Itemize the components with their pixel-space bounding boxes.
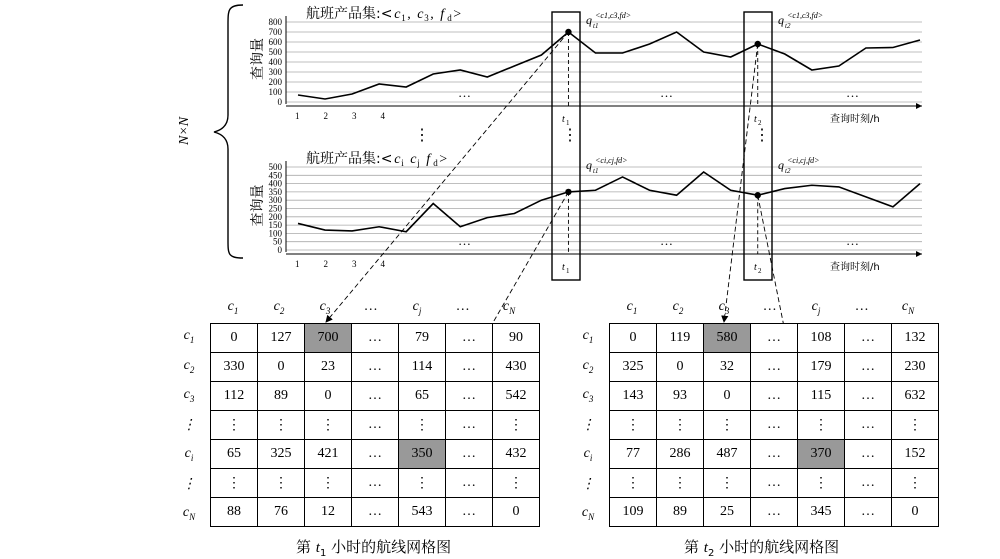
right-grid-row-header: $c_1$ — [582, 328, 594, 345]
left-grid-row-header: ⋮ — [182, 476, 196, 492]
matrix-cell: … — [352, 382, 399, 411]
matrix-cell: 700 — [305, 324, 352, 353]
bottom-chart-series-line — [298, 172, 920, 232]
bottom-chart-ytick: 500 — [268, 162, 282, 172]
matrix-cell: 127 — [258, 324, 305, 353]
top-chart-ytick: 0 — [277, 97, 282, 107]
matrix-cell: 430 — [493, 353, 540, 382]
matrix-cell: 421 — [305, 440, 352, 469]
bottom-chart-ytick: 450 — [268, 170, 282, 181]
table-row — [211, 353, 540, 382]
matrix-cell: 132 — [892, 324, 939, 353]
matrix-cell: 32 — [704, 353, 751, 382]
right-grid-row-header: $c_2$ — [582, 357, 594, 375]
matrix-cell: ⋮ — [399, 469, 446, 498]
matrix-cell: 0 — [211, 324, 258, 353]
top-chart-q1-label: q — [586, 13, 592, 27]
matrix-cell: … — [352, 353, 399, 382]
matrix-cell: … — [446, 469, 493, 498]
table-row — [610, 440, 939, 469]
matrix-cell: … — [446, 411, 493, 440]
bottom-chart-xlabel: 查询时刻/h — [830, 262, 880, 273]
table-row — [610, 353, 939, 382]
matrix-cell: 286 — [657, 440, 704, 469]
bottom-chart-q1-sup: <ci,cj,fd> — [595, 156, 628, 165]
matrix-cell: … — [751, 411, 798, 440]
matrix-cell: … — [845, 498, 892, 527]
matrix-cell: 345 — [798, 498, 845, 527]
bottom-chart-ytick: 200 — [268, 211, 282, 222]
matrix-cell: … — [446, 353, 493, 382]
matrix-cell: 90 — [493, 324, 540, 353]
right-grid-row-header: ⋮ — [581, 476, 595, 492]
matrix-cell: … — [352, 324, 399, 353]
top-chart-xtick: 1 — [295, 111, 300, 121]
matrix-cell: ⋮ — [704, 411, 751, 440]
bottom-chart-ytick: 100 — [268, 228, 282, 239]
top-chart-title-sep: , — [407, 7, 411, 22]
matrix-cell: 115 — [798, 382, 845, 411]
bottom-chart-ylabel: 查询量 — [250, 184, 266, 227]
matrix-cell: ⋮ — [657, 411, 704, 440]
right-grid-row-header: $c_N$ — [581, 505, 595, 522]
matrix-cell: 119 — [657, 324, 704, 353]
matrix-cell: 0 — [657, 353, 704, 382]
table-row — [211, 324, 540, 353]
left-grid-row-header: $c_i$ — [184, 446, 194, 463]
matrix-cell: … — [845, 324, 892, 353]
bottom-chart-q1-label: q — [586, 158, 592, 172]
bottom-chart-q2-sup: <ci,cj,fd> — [787, 156, 820, 165]
matrix-cell: … — [446, 324, 493, 353]
bottom-chart-title-sub: i — [401, 158, 404, 168]
left-grid-col-header: $c_3$ — [319, 299, 331, 316]
table-row — [211, 382, 540, 411]
matrix-cell: 230 — [892, 353, 939, 382]
matrix-cell: … — [352, 440, 399, 469]
top-chart-t2-label: t — [754, 114, 757, 125]
bottom-chart-q2-sub: t2 — [785, 167, 791, 175]
matrix-cell: … — [352, 469, 399, 498]
matrix-cell: … — [845, 440, 892, 469]
bottom-chart-ytick: 150 — [268, 220, 282, 231]
top-chart-q2-sup: <c1,c3,fd> — [787, 11, 824, 20]
matrix-cell: 632 — [892, 382, 939, 411]
right-grid-col-header: $c_3$ — [718, 299, 730, 316]
table-row — [211, 440, 540, 469]
table-row — [610, 469, 939, 498]
bottom-chart-ellipsis: … — [846, 233, 859, 248]
matrix-cell: ⋮ — [892, 469, 939, 498]
top-chart-ylabel: 查询量 — [250, 38, 266, 80]
matrix-cell: 0 — [305, 382, 352, 411]
middle-dots-left: ⋮ — [414, 125, 430, 144]
left-grid-row-header: $c_2$ — [183, 357, 195, 375]
matrix-cell: 330 — [211, 353, 258, 382]
top-chart-title-sep: , — [430, 7, 434, 22]
bottom-chart-q2-label: q — [778, 158, 784, 172]
matrix-cell: 76 — [258, 498, 305, 527]
bottom-chart-ytick: 350 — [268, 186, 282, 197]
matrix-cell: 543 — [399, 498, 446, 527]
bottom-chart-t2-label: t — [754, 262, 757, 273]
bottom-query-chart — [250, 150, 922, 275]
matrix-cell: ⋮ — [610, 411, 657, 440]
matrix-cell: … — [352, 498, 399, 527]
bottom-chart-t1-label: t — [562, 262, 565, 273]
top-query-chart — [250, 5, 922, 127]
top-chart-ellipsis: … — [660, 85, 673, 100]
matrix-cell: … — [751, 324, 798, 353]
matrix-cell: 12 — [305, 498, 352, 527]
top-chart-ytick: 400 — [268, 57, 282, 67]
matrix-cell: 580 — [704, 324, 751, 353]
left-caption: 第 $t_1$ 小时的航线网格图 — [296, 538, 452, 559]
bottom-chart-title-var: c — [410, 152, 417, 167]
matrix-cell: 109 — [610, 498, 657, 527]
matrix-cell: ⋮ — [704, 469, 751, 498]
bottom-chart-title-sub: j — [417, 158, 420, 168]
bottom-chart-ellipsis: … — [458, 233, 471, 248]
bottom-chart-xtick: 1 — [295, 259, 300, 269]
middle-dots-t1: ⋮ — [562, 125, 578, 144]
bottom-chart-xtick: 4 — [380, 259, 385, 269]
left-grid-col-header: $c_j$ — [412, 299, 422, 316]
matrix-cell: 89 — [657, 498, 704, 527]
matrix-cell: 25 — [704, 498, 751, 527]
top-chart-title: 航班产品集:< — [306, 6, 393, 22]
table-row — [610, 382, 939, 411]
bottom-chart-title-var: f — [426, 152, 431, 167]
matrix-cell: … — [446, 440, 493, 469]
matrix-cell: 23 — [305, 353, 352, 382]
matrix-cell: ⋮ — [798, 411, 845, 440]
top-chart-q1-sub: t1 — [593, 22, 599, 30]
nxn-brace — [214, 5, 243, 258]
left-grid-row-header: $c_N$ — [182, 505, 196, 522]
matrix-cell: 0 — [610, 324, 657, 353]
table-row — [211, 469, 540, 498]
right-grid-col-header: $c_2$ — [672, 299, 684, 316]
left-grid-col-header: $c_1$ — [227, 299, 239, 316]
matrix-cell: … — [845, 411, 892, 440]
matrix-cell: 114 — [399, 353, 446, 382]
top-chart-q1-sup: <c1,c3,fd> — [595, 11, 632, 20]
left-grid-col-header: $c_2$ — [273, 299, 285, 316]
bottom-chart-x-arrow — [916, 251, 922, 257]
top-chart-ellipsis: … — [458, 85, 471, 100]
bottom-chart-title: 航班产品集:< — [306, 151, 393, 167]
middle-dots-t2: ⋮ — [754, 125, 770, 144]
top-chart-ytick: 200 — [268, 77, 282, 87]
matrix-cell: ⋮ — [305, 411, 352, 440]
table-row — [211, 498, 540, 527]
matrix-cell: 370 — [798, 440, 845, 469]
table-row — [610, 324, 939, 353]
bottom-chart-title-sub: d — [433, 158, 438, 168]
top-chart-ytick: 500 — [268, 47, 282, 57]
left-grid-row-header: ⋮ — [182, 417, 196, 433]
table-row — [211, 411, 540, 440]
top-chart-t2-sub: 2 — [758, 119, 762, 127]
bottom-chart-ytick: 400 — [268, 178, 282, 189]
top-chart-xlabel: 查询时刻/h — [830, 114, 880, 125]
matrix-cell: … — [751, 382, 798, 411]
matrix-cell: 65 — [399, 382, 446, 411]
top-chart-title-sep: > — [453, 7, 462, 22]
matrix-cell: … — [845, 469, 892, 498]
matrix-cell: … — [352, 411, 399, 440]
matrix-cell: ⋮ — [258, 469, 305, 498]
matrix-cell: 152 — [892, 440, 939, 469]
matrix-cell: ⋮ — [610, 469, 657, 498]
bottom-chart-ytick: 0 — [277, 245, 282, 255]
matrix-cell: 108 — [798, 324, 845, 353]
bottom-chart-xtick: 2 — [323, 259, 328, 269]
bottom-chart-title-sep: > — [439, 152, 448, 167]
right-grid-table — [609, 323, 939, 527]
matrix-cell: 0 — [704, 382, 751, 411]
bottom-chart-title-var: c — [394, 152, 401, 167]
right-grid-row-header: $c_3$ — [582, 387, 594, 404]
bottom-chart-q1-sub: t1 — [593, 167, 599, 175]
matrix-cell: 325 — [258, 440, 305, 469]
top-chart-title-sub: 3 — [424, 13, 429, 23]
right-grid-col-header: $c_j$ — [811, 299, 821, 316]
top-chart-xtick: 4 — [380, 111, 385, 121]
left-grid-table — [210, 323, 540, 527]
matrix-cell: ⋮ — [211, 469, 258, 498]
matrix-cell: ⋮ — [493, 469, 540, 498]
matrix-cell: 0 — [258, 353, 305, 382]
table-row — [610, 498, 939, 527]
matrix-cell: … — [446, 382, 493, 411]
top-chart-ytick: 700 — [268, 27, 282, 37]
right-grid-row-header: $c_i$ — [583, 446, 593, 463]
matrix-cell: 432 — [493, 440, 540, 469]
matrix-cell: 325 — [610, 353, 657, 382]
matrix-cell: 93 — [657, 382, 704, 411]
top-chart-ytick: 800 — [268, 17, 282, 27]
matrix-cell: ⋮ — [657, 469, 704, 498]
left-grid-row-header: $c_3$ — [183, 387, 195, 404]
top-chart-x-arrow — [916, 103, 922, 109]
top-chart-title-var: c — [394, 7, 401, 22]
matrix-cell: ⋮ — [798, 469, 845, 498]
top-chart-title-sub: d — [447, 13, 452, 23]
matrix-cell: 77 — [610, 440, 657, 469]
matrix-cell: ⋮ — [892, 411, 939, 440]
matrix-cell: … — [845, 353, 892, 382]
left-grid-row-header: $c_1$ — [183, 328, 195, 345]
right-grid-col-header: … — [763, 299, 777, 314]
matrix-cell: ⋮ — [305, 469, 352, 498]
matrix-cell: 350 — [399, 440, 446, 469]
matrix-cell: 542 — [493, 382, 540, 411]
left-grid-col-header: … — [364, 299, 378, 314]
top-chart-ytick: 100 — [268, 87, 282, 97]
matrix-cell: ⋮ — [211, 411, 258, 440]
top-chart-ellipsis: … — [846, 85, 859, 100]
matrix-cell: ⋮ — [258, 411, 305, 440]
left-grid-col-header: $c_N$ — [502, 299, 516, 316]
matrix-cell: 0 — [493, 498, 540, 527]
table-row — [610, 411, 939, 440]
matrix-cell: 179 — [798, 353, 845, 382]
top-chart-xtick: 2 — [323, 111, 328, 121]
top-chart-ytick: 300 — [268, 67, 282, 77]
right-caption: 第 $t_2$ 小时的航线网格图 — [684, 538, 840, 559]
matrix-cell: ⋮ — [493, 411, 540, 440]
bottom-chart-ytick: 50 — [273, 236, 282, 247]
bottom-chart-ytick: 300 — [268, 195, 282, 206]
bottom-chart-ellipsis: … — [660, 233, 673, 248]
matrix-cell: … — [751, 469, 798, 498]
matrix-cell: … — [751, 353, 798, 382]
matrix-cell: … — [751, 498, 798, 527]
nxn-label: N×N — [177, 116, 192, 145]
bottom-chart-t1-sub: 1 — [566, 267, 570, 275]
matrix-cell: … — [751, 440, 798, 469]
top-chart-ytick: 600 — [268, 37, 282, 47]
matrix-cell: … — [446, 498, 493, 527]
top-chart-q2-sub: t2 — [785, 22, 791, 30]
bottom-chart-ytick: 250 — [268, 203, 282, 214]
top-chart-t1-label: t — [562, 114, 565, 125]
matrix-cell: ⋮ — [399, 411, 446, 440]
top-chart-xtick: 3 — [352, 111, 357, 121]
right-grid-col-header: $c_N$ — [901, 299, 915, 316]
right-grid-col-header: … — [855, 299, 869, 314]
top-chart-title-sub: 1 — [401, 13, 406, 23]
matrix-cell: … — [845, 382, 892, 411]
matrix-cell: 79 — [399, 324, 446, 353]
bottom-chart-t2-sub: 2 — [758, 267, 762, 275]
left-grid-col-header: … — [456, 299, 470, 314]
matrix-cell: 88 — [211, 498, 258, 527]
top-chart-t1-sub: 1 — [566, 119, 570, 127]
top-chart-title-var: c — [417, 7, 424, 22]
top-chart-title-var: f — [440, 7, 445, 22]
matrix-cell: 89 — [258, 382, 305, 411]
top-chart-q2-label: q — [778, 13, 784, 27]
right-grid-col-header: $c_1$ — [626, 299, 638, 316]
right-grid-row-header: ⋮ — [581, 417, 595, 433]
bottom-chart-xtick: 3 — [352, 259, 357, 269]
matrix-cell: 112 — [211, 382, 258, 411]
matrix-cell: 0 — [892, 498, 939, 527]
matrix-cell: 143 — [610, 382, 657, 411]
matrix-cell: 487 — [704, 440, 751, 469]
matrix-cell: 65 — [211, 440, 258, 469]
